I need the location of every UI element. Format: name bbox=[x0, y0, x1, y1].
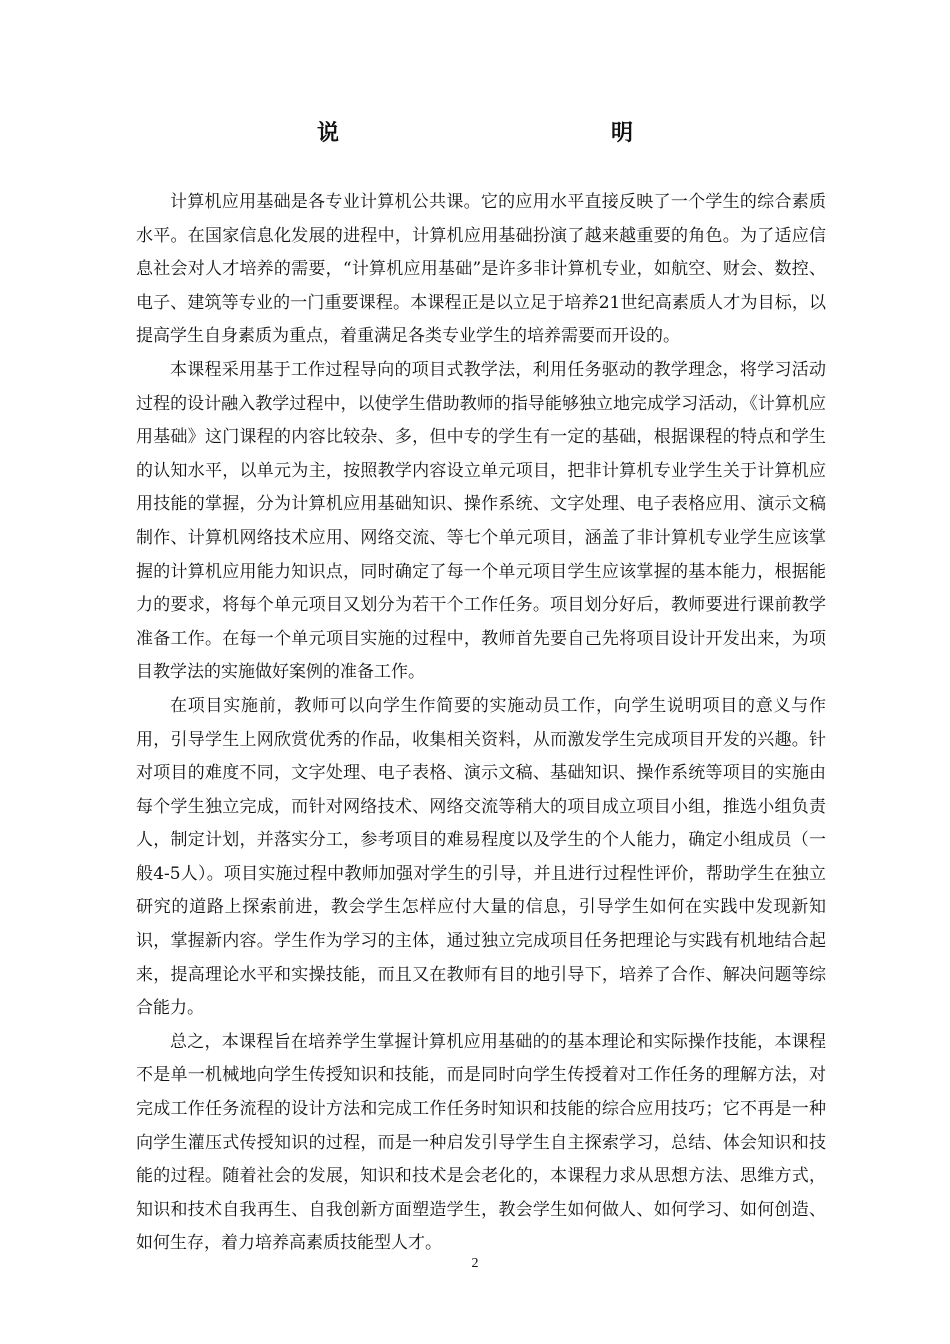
paragraph-2: 本课程采用基于工作过程导向的项目式教学法，利用任务驱动的教学理念，将学习活动过程的设计融入教学过程中，以使学生借助教师的指导能够独立地完成学习活动，《计算机应用基础》这门课程的内容比较杂、多，但中专的学生有一定的基础，根据课程的特点和学生的认知水平，以单元为主，按照教学内容设立单元项目，把非计算机专业学生关于计算机应用技能的掌握，分为计算机应用基础知识、操作系统、文字处理、电子表格应用、演示文稿制作、计算机网络技术应用、网络交流、等七个单元项目，涵盖了非计算机专业学生应该掌握的计算机应用能力知识点，同时确定了每一个单元项目学生应该掌握的基本能力，根据能力的要求，将每个单元项目又划分为若干个工作任务。项目划分好后，教师要进行课前教学准备工作。在每一个单元项目实施的过程中，教师首先要自己先将项目设计开发出来，为项目教学法的实施做好案例的准备工作。 bbox=[136, 359, 826, 683]
body-text bbox=[136, 186, 826, 1261]
page-number: 2 bbox=[471, 1256, 479, 1271]
paragraph-1: 计算机应用基础是各专业计算机公共课。它的应用水平直接反映了一个学生的综合素质水平。在国家信息化发展的进程中，计算机应用基础扮演了越来越重要的角色。为了适应信息社会对人才培养的需要，“计算机应用基础”是许多非计算机专业，如航空、财会、数控、电子、建筑等专业的一门重要课程。本课程正是以立足于培养21世纪高素质人才为目标，以提高学生自身素质为重点，着重满足各类专业学生的培养需要而开设的。 bbox=[136, 192, 826, 347]
paragraph-3: 在项目实施前，教师可以向学生作简要的实施动员工作，向学生说明项目的意义与作用，引导学生上网欣赏优秀的作品，收集相关资料，从而激发学生完成项目开发的兴趣。针对项目的难度不同，文字处理、电子表格、演示文稿、基础知识、操作系统等项目的实施由每个学生独立完成，而针对网络技术、网络交流等稍大的项目成立项目小组，推选小组负责人，制定计划，并落实分工，参考项目的难易程度以及学生的个人能力，确定小组成员（一般4-5人）。项目实施过程中教师加强对学生的引导，并且进行过程性评价，帮助学生在独立研究的道路上探索前进，教会学生怎样应付大量的信息，引导学生如何在实践中发现新知识，掌握新内容。学生作为学习的主体，通过独立完成项目任务把理论与实践有机地结合起来，提高理论水平和实操技能，而且又在教师有目的地引导下，培养了合作、解决问题等综合能力。 bbox=[136, 695, 826, 1019]
page-title: 说 明 bbox=[316, 121, 709, 146]
paragraph-4: 总之，本课程旨在培养学生掌握计算机应用基础的的基本理论和实际操作技能，本课程不是单一机械地向学生传授知识和技能，而是同时向学生传授着对工作任务的理解方法，对完成工作任务流程的设计方法和完成工作任务时知识和技能的综合应用技巧；它不再是一种向学生灌压式传授知识的过程，而是一种启发引导学生自主探索学习，总结、体会知识和技能的过程。随着社会的发展，知识和技术是会老化的，本课程力求从思想方法、思维方式，知识和技术自我再生、自我创新方面塑造学生，教会学生如何做人、如何学习、如何创造、如何生存，着力培养高素质技能型人才。 bbox=[136, 1031, 826, 1254]
